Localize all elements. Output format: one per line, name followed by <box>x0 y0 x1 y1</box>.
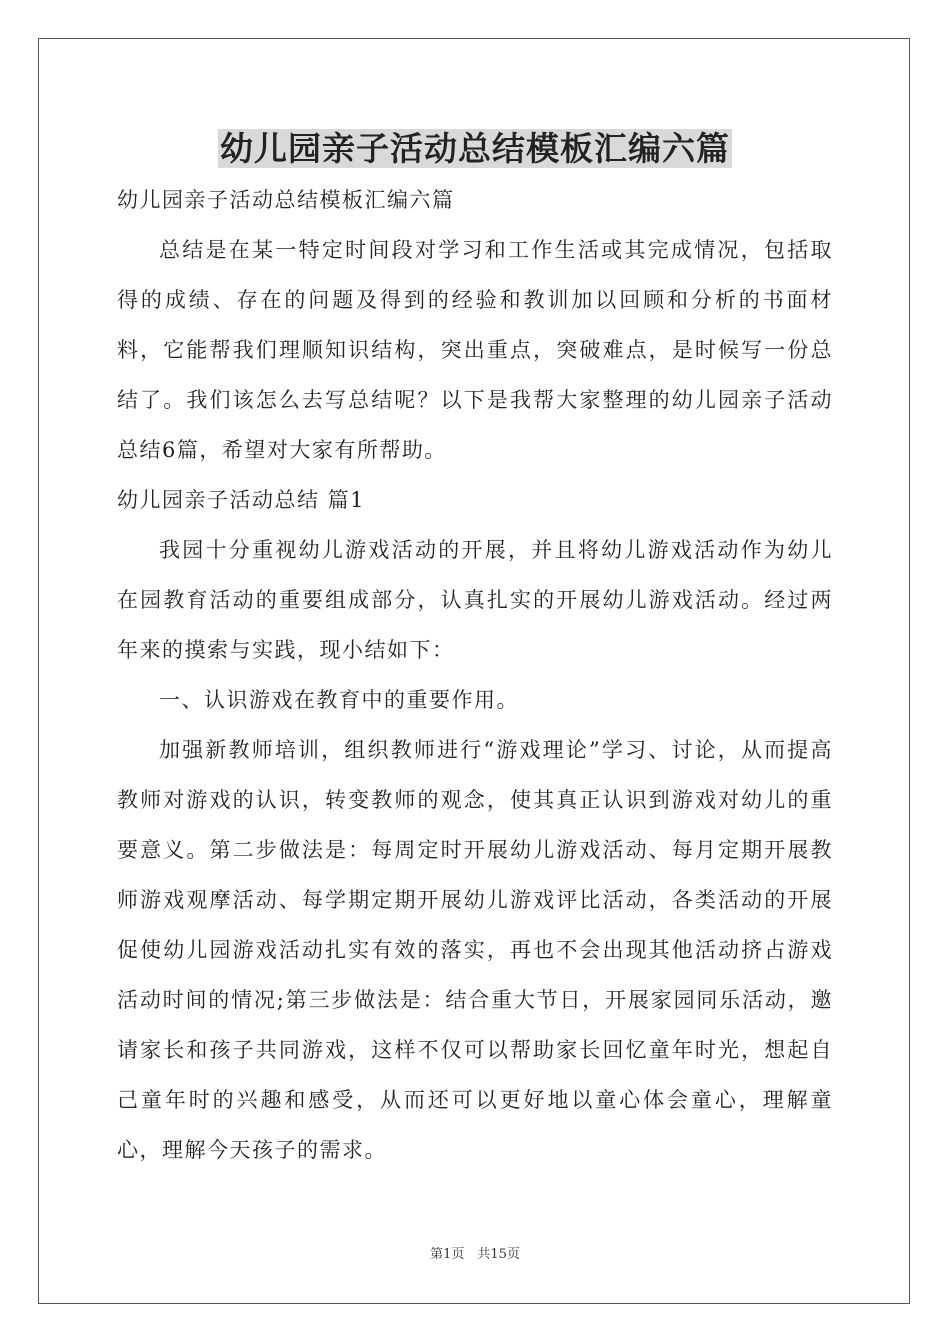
section-heading: 幼儿园亲子活动总结 篇1 <box>117 488 366 512</box>
body-paragraph-1: 我园十分重视幼儿游戏活动的开展，并且将幼儿游戏活动作为幼儿在园教育活动的重要组成部分，认真扎实的开展幼儿游戏活动。经过两年来的摸索与实践，现小结如下： <box>117 538 833 662</box>
document-body <box>117 175 833 1175</box>
document-subtitle: 幼儿园亲子活动总结模板汇编六篇 <box>117 188 455 212</box>
document-title-text: 幼儿园亲子活动总结模板汇编六篇 <box>220 129 730 168</box>
body-paragraph-3: 加强新教师培训，组织教师进行“游戏理论”学习、讨论，从而提高教师对游戏的认识，转变教师的观念，使其真正认识到游戏对幼儿的重要意义。第二步做法是：每周定时开展幼儿游戏活动、每月定期开展教师游戏观摩活动、每学期定期开展幼儿游戏评比活动，各类活动的开展促使幼儿园游戏活动扎实有效的落实，再也不会出现其他活动挤占游戏活动时间的情况;第三步做法是：结合重大节日，开展家园同乐活动，邀请家长和孩子共同游戏，这样不仅可以帮助家长回忆童年时光，想起自己童年时的兴趣和感受，从而还可以更好地以童心体会童心，理解童心，理解今天孩子的需求。 <box>117 738 833 1162</box>
page-footer: 第1页 共15页 <box>430 1247 520 1262</box>
intro-paragraph: 总结是在某一特定时间段对学习和工作生活或其完成情况，包括取得的成绩、存在的问题及得到的经验和教训加以回顾和分析的书面材料，它能帮我们理顺知识结构，突出重点，突破难点，是时候写一份总结了。我们该怎么去写总结呢？以下是我帮大家整理的幼儿园亲子活动总结6篇，希望对大家有所帮助。 <box>117 238 833 462</box>
document-title <box>0 124 950 174</box>
body-paragraph-2: 一、认识游戏在教育中的重要作用。 <box>159 688 519 712</box>
